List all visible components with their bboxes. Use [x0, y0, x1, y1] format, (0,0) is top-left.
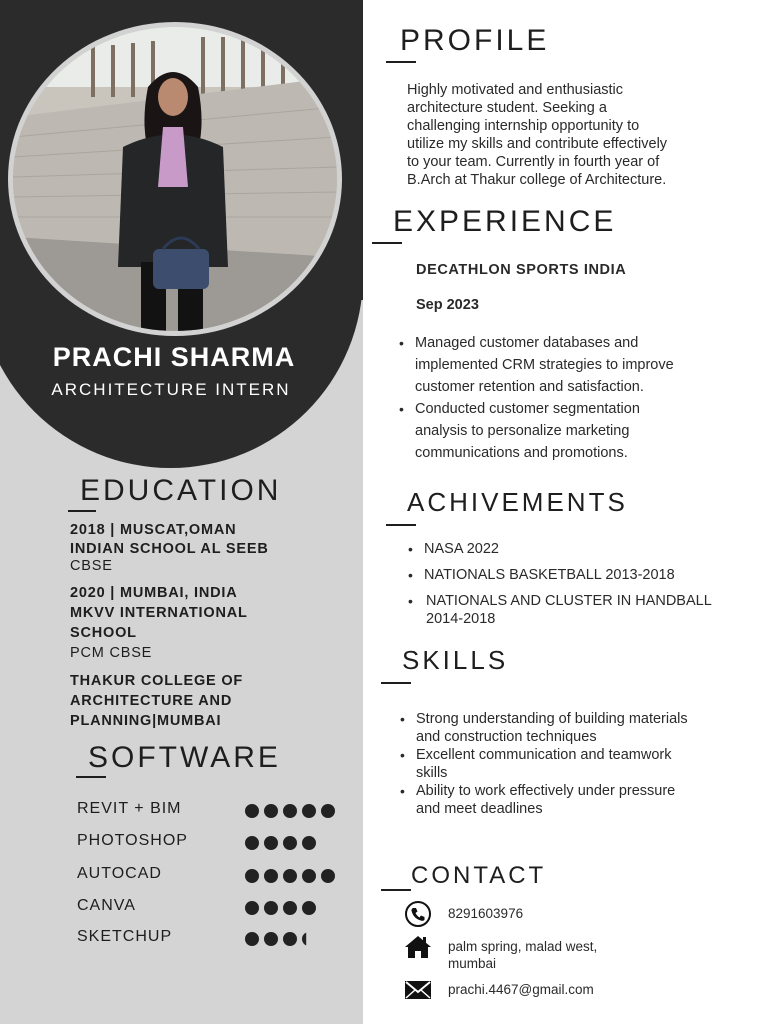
- profile-summary-line: utilize my skills and contribute effectively: [407, 136, 668, 152]
- rating-dot: [302, 804, 316, 818]
- software-row: [77, 928, 347, 952]
- skill-text: and construction techniques: [416, 729, 597, 745]
- education-entry-college: PLANNING|MUMBAI: [70, 713, 222, 729]
- experience-bullet-line: • Managed customer databases and: [415, 335, 639, 351]
- rating-dot: [245, 804, 259, 818]
- achievement-text: 2014-2018: [426, 611, 496, 627]
- skills-heading: SKILLS: [402, 645, 509, 675]
- home-icon: [403, 933, 433, 961]
- achievement-item: [406, 540, 712, 558]
- profile-photo: [8, 22, 342, 336]
- software-row: [77, 897, 347, 921]
- experience-bullet-line: analysis to personalize marketing: [415, 423, 630, 439]
- experience-bullet: [397, 398, 674, 464]
- profile-summary: [407, 81, 667, 189]
- rating-dot: [264, 836, 278, 850]
- rating-dot: [302, 836, 316, 850]
- experience-bullets: [397, 332, 674, 464]
- rating-dot: [302, 901, 316, 915]
- education-entry-school: SCHOOL: [70, 625, 137, 641]
- education-entry-year-location: 2018 | MUSCAT,OMAN: [70, 522, 237, 538]
- achievement-item: [406, 592, 712, 628]
- education-entry: [70, 671, 243, 731]
- software-name: AUTOCAD: [77, 865, 162, 882]
- education-entry-school: MKVV INTERNATIONAL: [70, 605, 248, 621]
- left-sidebar: [0, 0, 363, 1024]
- education-entry-year-location: 2020 | MUMBAI, INDIA: [70, 585, 238, 601]
- rating-dot: [245, 836, 259, 850]
- achievement-text: • NATIONALS AND CLUSTER IN HANDBALL: [426, 593, 712, 609]
- education-entry-board: PCM CBSE: [70, 645, 153, 661]
- software-row: [77, 832, 347, 856]
- rating-dot: [283, 804, 297, 818]
- rating-dot: [321, 932, 335, 946]
- experience-company: DECATHLON SPORTS INDIA: [416, 262, 627, 278]
- contact-address: [403, 933, 597, 972]
- software-rating: [245, 932, 335, 946]
- contact-email: [403, 976, 594, 1004]
- rating-dot: [245, 869, 259, 883]
- education-entry-school: INDIAN SCHOOL AL SEEB: [70, 541, 269, 557]
- education-heading: EDUCATION: [80, 474, 282, 507]
- envelope-icon: [403, 976, 433, 1004]
- software-rating: [245, 901, 335, 915]
- experience-heading-underline: [372, 242, 402, 244]
- software-rating: [245, 836, 335, 850]
- contact-phone: [403, 900, 523, 928]
- contact-heading-underline: [381, 889, 411, 891]
- achievement-text: NASA 2022: [424, 541, 499, 557]
- phone-icon: [403, 900, 433, 928]
- candidate-role: ARCHITECTURE INTERN: [51, 380, 291, 399]
- skills-heading-underline: [381, 682, 411, 684]
- rating-dot: [264, 804, 278, 818]
- education-entry: [70, 583, 248, 663]
- skill-item: [398, 782, 688, 818]
- software-heading: SOFTWARE: [88, 741, 281, 774]
- rating-dot: [283, 932, 297, 946]
- software-name: SKETCHUP: [77, 928, 173, 945]
- achievements-heading: ACHIVEMENTS: [407, 487, 628, 517]
- software-heading-underline: [76, 776, 106, 778]
- address-text: [448, 938, 597, 972]
- rating-dot: [283, 901, 297, 915]
- rating-dot: [302, 932, 316, 946]
- software-name: CANVA: [77, 897, 136, 914]
- software-row: [77, 865, 347, 889]
- rating-dot: [321, 804, 335, 818]
- skill-text: • Excellent communication and teamwork: [416, 747, 672, 763]
- contact-heading: CONTACT: [411, 862, 547, 889]
- profile-summary-line: challenging internship opportunity to: [407, 118, 640, 134]
- skill-text: • Strong understanding of building materials: [416, 711, 688, 727]
- address-line: palm spring, malad west,: [448, 939, 598, 954]
- achievement-item: [406, 566, 712, 584]
- profile-summary-line: architecture student. Seeking a: [407, 100, 607, 116]
- education-entry: [70, 520, 269, 574]
- software-rating: [245, 804, 335, 818]
- rating-dot: [245, 932, 259, 946]
- skill-text: • Ability to work effectively under pressure: [416, 783, 676, 799]
- experience-bullet-line: customer retention and satisfaction.: [415, 379, 644, 395]
- education-entry-college: THAKUR COLLEGE OF: [70, 673, 244, 689]
- software-rating: [245, 869, 335, 883]
- rating-dot: [321, 869, 335, 883]
- rating-dot: [283, 869, 297, 883]
- profile-summary-line: to your team. Currently in fourth year of: [407, 154, 660, 170]
- skill-text: skills: [416, 765, 448, 781]
- education-heading-underline: [68, 510, 96, 512]
- software-name: PHOTOSHOP: [77, 832, 188, 849]
- experience-heading: EXPERIENCE: [393, 205, 617, 238]
- email-address[interactable]: prachi.4467@gmail.com: [448, 982, 594, 997]
- experience-date: Sep 2023: [416, 297, 479, 313]
- rating-dot: [264, 869, 278, 883]
- rating-dot: [302, 869, 316, 883]
- rating-dot: [245, 901, 259, 915]
- rating-dot: [321, 836, 335, 850]
- rating-dot: [321, 901, 335, 915]
- phone-number[interactable]: 8291603976: [448, 906, 524, 921]
- rating-dot: [283, 836, 297, 850]
- skill-item: [398, 710, 688, 746]
- achievements-heading-underline: [386, 524, 416, 526]
- address-line: mumbai: [448, 956, 497, 971]
- experience-bullet-line: implemented CRM strategies to improve: [415, 357, 674, 373]
- profile-summary-line: B.Arch at Thakur college of Architecture.: [407, 172, 667, 188]
- experience-bullet-line: • Conducted customer segmentation: [415, 401, 640, 417]
- experience-bullet: [397, 332, 674, 398]
- skill-text: and meet deadlines: [416, 801, 543, 817]
- rating-dot: [264, 901, 278, 915]
- candidate-name: PRACHI SHARMA: [52, 342, 296, 372]
- experience-bullet-line: communications and promotions.: [415, 445, 628, 461]
- skills-list: [398, 710, 688, 818]
- profile-heading-underline: [386, 61, 416, 63]
- achievement-text: NATIONALS BASKETBALL 2013-2018: [424, 567, 675, 583]
- software-row: [77, 800, 347, 824]
- skill-item: [398, 746, 688, 782]
- profile-summary-line: Highly motivated and enthusiastic: [407, 82, 624, 98]
- education-entry-board: CBSE: [70, 558, 113, 574]
- education-entry-college: ARCHITECTURE AND: [70, 693, 233, 709]
- achievements-list: [406, 540, 712, 628]
- profile-heading: PROFILE: [400, 24, 550, 57]
- software-name: REVIT + BIM: [77, 800, 182, 817]
- rating-dot: [264, 932, 278, 946]
